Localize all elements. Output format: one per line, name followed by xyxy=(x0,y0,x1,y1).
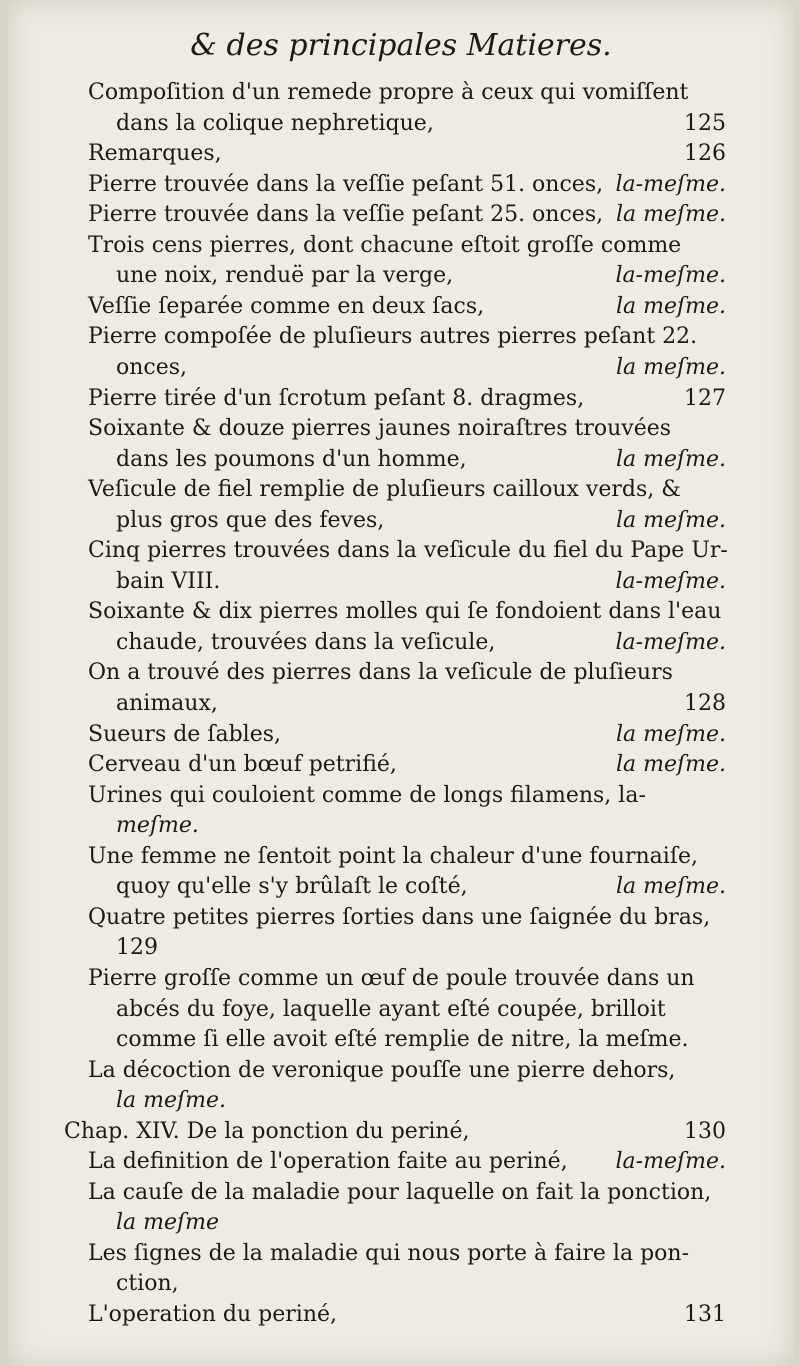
entry-text: Cinq pierres trouvées dans la veſicule du fiel du Pape Ur- xyxy=(88,538,728,564)
entry-text: plus gros que des feves, xyxy=(116,507,385,533)
entry-text: animaux, xyxy=(116,691,218,716)
entry-text: dans les poumons d'un homme, xyxy=(116,446,467,472)
entry-page-ref: la-meſme. xyxy=(615,629,726,655)
entry-text: Sueurs de ſables, xyxy=(88,721,282,747)
entry-text: Veſſie ſeparée comme en deux ſacs, xyxy=(88,293,485,319)
entry-text: chaude, trouvées dans la veſicule, xyxy=(116,629,496,655)
entry-page-ref: 128 xyxy=(684,691,726,716)
entry-page-ref: la-meſme. xyxy=(615,171,726,197)
entry-page-ref: la-meſme. xyxy=(615,263,726,289)
index-entry xyxy=(8,964,794,994)
entry-text: Cerveau d'un bœuf petrifié, xyxy=(88,752,397,778)
index-entry xyxy=(8,628,794,658)
index-entry xyxy=(8,200,794,230)
entry-text: Urines qui couloient comme de longs filamens, la- xyxy=(88,782,646,808)
entry-text: La cauſe de la maladie pour laquelle on fait la ponction, xyxy=(88,1179,712,1205)
index-entry xyxy=(8,231,794,261)
index-entry xyxy=(8,353,794,383)
index-entry xyxy=(8,689,794,719)
index-entry xyxy=(8,842,794,872)
index-entry xyxy=(8,811,794,841)
index-entry xyxy=(8,139,794,169)
index-entry xyxy=(8,475,794,505)
index-entry xyxy=(8,1300,794,1330)
entry-text: Pierre compoſée de pluſieurs autres pierres peſant 22. xyxy=(88,324,698,350)
entry-page-ref: 125 xyxy=(684,110,726,136)
index-entry xyxy=(8,995,794,1025)
index-entry xyxy=(8,872,794,902)
index-entry xyxy=(8,1086,794,1116)
entry-text: Pierre trouvée dans la veſſie peſant 25. onces, xyxy=(88,202,604,228)
entry-text: La décoction de veronique pouſſe une pierre dehors, xyxy=(88,1057,676,1083)
entry-text: Pierre groſſe comme un œuf de poule trouvée dans un xyxy=(88,965,695,991)
entry-text: 129 xyxy=(116,935,158,961)
entry-page-ref: 131 xyxy=(684,1302,726,1327)
entry-text: L'operation du periné, xyxy=(88,1302,338,1327)
entry-page-ref: la meſme. xyxy=(615,354,726,380)
entry-text: Les ſignes de la maladie qui nous porte à faire la pon- xyxy=(88,1240,690,1266)
entry-text: Soixante & dix pierres molles qui ſe fondoient dans l'eau xyxy=(88,599,722,625)
index-entry xyxy=(8,1117,794,1147)
index-entry xyxy=(8,414,794,444)
index-entry xyxy=(8,445,794,475)
entry-text: comme ſi elle avoit eſté remplie de nitre, la meſme. xyxy=(116,1027,689,1053)
index-entry xyxy=(8,1208,794,1238)
entry-page-ref: la-meſme. xyxy=(615,1149,726,1175)
index-entry xyxy=(8,658,794,688)
entry-text: Pierre trouvée dans la veſſie peſant 51. onces, xyxy=(88,171,604,197)
entry-text: Veſicule de fiel remplie de pluſieurs cailloux verds, & xyxy=(88,477,681,503)
index-entry xyxy=(8,597,794,627)
entry-page-ref: la meſme. xyxy=(615,507,726,533)
entry-page-ref: la meſme. xyxy=(615,874,726,900)
entry-text: onces, xyxy=(116,354,188,380)
index-entry xyxy=(8,903,794,933)
entry-page-ref: la meſme. xyxy=(615,202,726,228)
index-entry xyxy=(8,720,794,750)
entry-text: bain VIII. xyxy=(116,568,221,594)
index-entry xyxy=(8,1239,794,1269)
entry-text: Soixante & douze pierres jaunes noiraſtres trouvées xyxy=(88,416,672,442)
index-entry xyxy=(8,933,794,963)
entry-page-ref: la meſme. xyxy=(615,752,726,778)
index-entry xyxy=(8,567,794,597)
entry-text: Trois cens pierres, dont chacune eſtoit groſſe comme xyxy=(88,232,682,258)
index-entry xyxy=(8,1269,794,1299)
entry-text: Compoſition d'un remede propre à ceux qui vomiſſent xyxy=(88,80,689,105)
entry-text: Remarques, xyxy=(88,141,222,167)
entry-page-ref: la meſme. xyxy=(615,446,726,472)
entry-page-ref: la meſme. xyxy=(615,721,726,747)
index-entry xyxy=(8,78,794,108)
entry-page-ref: 127 xyxy=(684,385,726,411)
index-entry xyxy=(8,1178,794,1208)
index-entry xyxy=(8,261,794,291)
entry-page-ref: 126 xyxy=(684,141,726,167)
index-entry xyxy=(8,536,794,566)
book-page xyxy=(8,0,794,1366)
entry-page-ref: la-meſme. xyxy=(615,568,726,594)
index-entry xyxy=(8,1025,794,1055)
entry-text: dans la colique nephretique, xyxy=(116,110,434,136)
entry-text: Quatre petites pierres ſorties dans une ſaignée du bras, xyxy=(88,904,711,930)
index-entry xyxy=(8,1147,794,1177)
entry-text: abcés du foye, laquelle ayant eſté coupée, brilloit xyxy=(116,996,666,1022)
entry-text: la meſme xyxy=(116,1210,220,1236)
entry-text: On a trouvé des pierres dans la veſicule de pluſieurs xyxy=(88,660,673,686)
index-entry xyxy=(8,292,794,322)
index-entry xyxy=(8,750,794,780)
index-entry xyxy=(8,506,794,536)
entry-text: quoy qu'elle s'y brûlaſt le coſté, xyxy=(116,874,468,900)
page-header: & des principales Matieres. xyxy=(190,28,612,63)
entry-text: Chap. XIV. De la ponction du periné, xyxy=(64,1118,470,1144)
index-entry xyxy=(8,384,794,414)
entry-page-ref: la meſme. xyxy=(615,293,726,319)
index-entry xyxy=(8,1056,794,1086)
entry-text: meſme. xyxy=(116,813,199,839)
entry-text: une noix, renduë par la verge, xyxy=(116,263,454,289)
index-entry xyxy=(8,322,794,352)
index-entry xyxy=(8,109,794,139)
entry-text: la meſme. xyxy=(116,1088,227,1114)
entry-text: La definition de l'operation faite au periné, xyxy=(88,1149,568,1175)
index-entry xyxy=(8,781,794,811)
entry-text: ction, xyxy=(116,1271,179,1297)
entry-text: Pierre tirée d'un ſcrotum peſant 8. dragmes, xyxy=(88,385,585,411)
index-entry xyxy=(8,170,794,200)
entry-text: Une femme ne ſentoit point la chaleur d'une fournaiſe, xyxy=(88,843,698,869)
entry-page-ref: 130 xyxy=(684,1118,726,1144)
